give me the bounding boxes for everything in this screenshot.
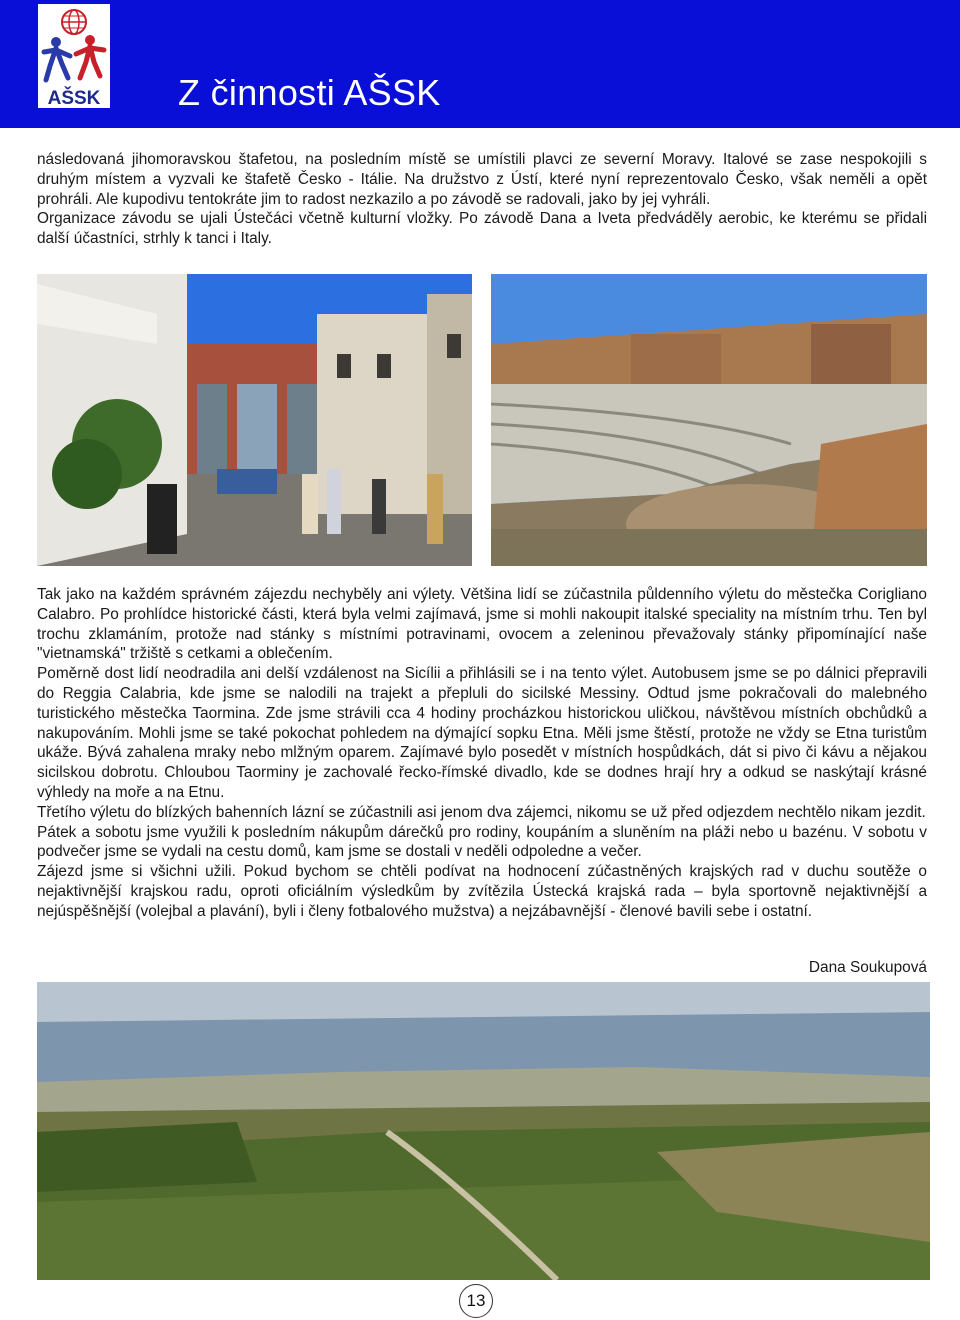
logo-text: AŠSK bbox=[47, 88, 101, 108]
assk-logo bbox=[38, 4, 110, 108]
photo-landscape-coast bbox=[37, 982, 930, 1280]
paragraph: Zájezd jsme si všichni užili. Pokud bychom se chtěli podívat na hodnocení zúčastněných krajských rad v duchu soutěže o nejaktivnější krajskou radu, oproti oficiálním výsledkům by zvítězila Ústecká krajská rada – byla sportovně nejaktivnější a nejúspěšnější (volejbal a plavání), byli i členy fotbalového mužstva) a nejzábavnější - členové bavili sebe i ostatní. bbox=[37, 863, 927, 920]
photo-street-gate bbox=[37, 274, 472, 566]
page-title: Z činnosti AŠSK bbox=[178, 72, 441, 113]
paragraph: Třetího výletu do blízkých bahenních lázní se zúčastnili asi jenom dva zájemci, nikomu se už před odjezdem nechtělo nikam jezdit. bbox=[37, 803, 926, 821]
paragraph: Tak jako na každém správném zájezdu nechyběly ani výlety. Většina lidí se zúčastnila půldenního výletu do městečka Corigliano Calabro. Po prohlídce historické části, která byla velmi zajímavá, jsme si mohli nakoupit italské speciality na místním trhu. Ten byl trochu zklamáním, protože nad stánky s místními potravinami, ovocem a zeleninou převažovaly stánky připomínající naše "vietnamská" tržiště s cetkami a oblečením. bbox=[37, 586, 927, 663]
page-number: 13 bbox=[459, 1284, 493, 1318]
paragraph: Organizace závodu se ujali Ústečáci včetně kulturní vložky. Po závodě Dana a Iveta předváděly aerobic, ke kterému se přidali další účastníci, strhly k tanci i Italy. bbox=[37, 210, 927, 248]
page-header bbox=[0, 0, 960, 128]
paragraph: následovaná jihomoravskou štafetou, na posledním místě se umístili plavci ze severní Moravy. Italové se zase nespokojili s druhým místem a vyzvali ke štafetě Česko - Itálie. Na družstvo z Ústí, které nyní reprezentovalo Česko, však neměli a opět prohráli. Ale kupodivu tentokráte jim to radost nezkazilo a po závodě se radovali, jako by jej vyhráli. bbox=[37, 151, 927, 208]
main-text bbox=[37, 585, 927, 922]
intro-text bbox=[37, 150, 927, 249]
photo-greek-theatre bbox=[491, 274, 927, 566]
author-signature: Dana Soukupová bbox=[808, 959, 927, 976]
paragraph: Poměrně dost lidí neodradila ani delší vzdálenost na Sicílii a přihlásili se i na tento výlet. Autobusem jsme se po dálnici přepravili do Reggia Calabria, kde jsme se nalodili na trajekt a přepluli do sicilské Messiny. Odtud jsme pokračovali do malebného turistického městečka Taormina. Zde jsme strávili cca 4 hodiny procházkou historickou uličkou, návštěvou místních obchůdků a nakupováním. Mohli jsme se také pokochat pohledem na dýmající sopku Etna. Měli jsme štěstí, protože ne vždy se Etna turistům ukáže. Bývá zahalena mraky nebo mlžným oparem. Zajímavé bylo posedět v místních hospůdkách, dát si pivo či kávu a nějakou sicilskou dobrotu. Chloubou Taorminy je zachovalé řecko-římské divadlo, kde se dodnes hrají hry a odkud se naskýtají krásné výhledy na moře a na Etnu. bbox=[37, 665, 927, 801]
paragraph: Pátek a sobotu jsme využili k posledním nákupům dárečků pro rodiny, koupáním a sluněním na pláži nebo u bazénu. V sobotu v podvečer jsme se vydali na cestu domů, kam jsme se dostali v neděli odpoledne a večer. bbox=[37, 823, 927, 861]
